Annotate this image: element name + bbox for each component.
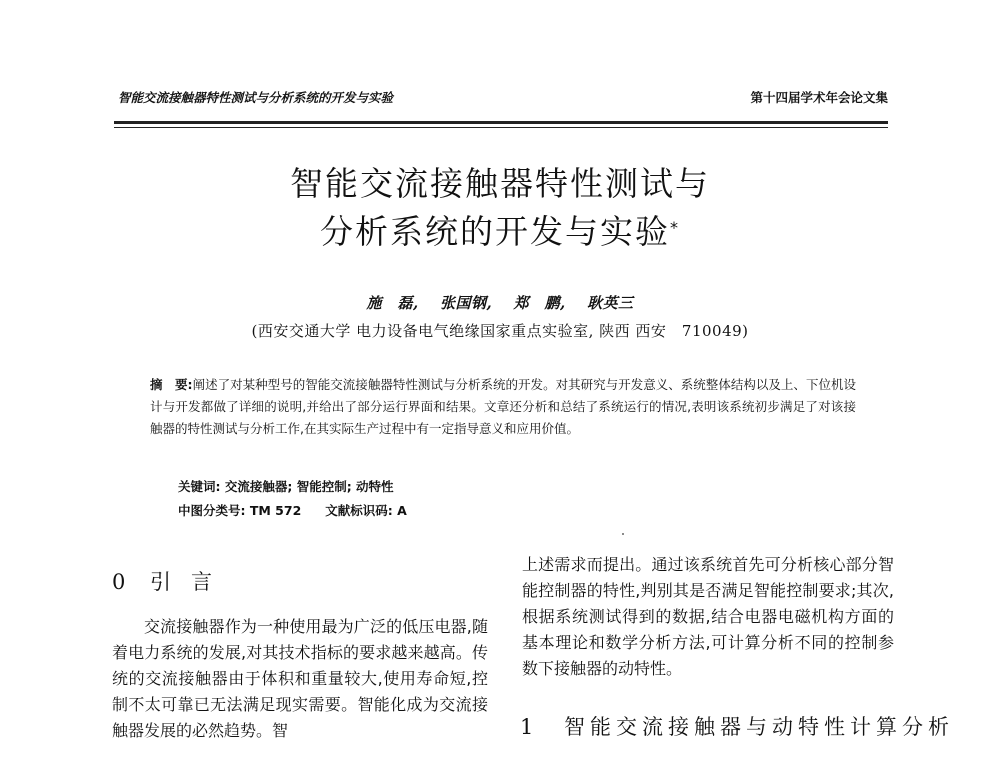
abstract-label: 摘 要: [150, 377, 193, 392]
section-0-title: 引言 [150, 570, 232, 594]
paper-title-line-2 [150, 208, 850, 256]
header-rule-thin [114, 127, 888, 128]
header-rule-thick [114, 121, 888, 124]
paper-title-line-1: 智能交流接触器特性测试与 [290, 164, 710, 203]
author-list [150, 292, 850, 313]
running-head-title: 智能交流接触器特性测试与分析系统的开发与实验 [118, 90, 394, 105]
classification-line [178, 501, 838, 519]
abstract-text: 阐述了对某种型号的智能交流接触器特性测试与分析系统的开发。对其研究与开发意义、系统整体结构以及上、下位机设计与开发都做了详细的说明,并给出了部分运行界面和结果。文章还分析和总结了系统运行的情况,表明该系统初步满足了对该接触器的特性测试与分析工作,在其实际生产过程中有一定指导意义和应用价值。 [150, 377, 856, 436]
author-3: 郑 鹏, [513, 294, 566, 312]
abstract [150, 374, 856, 440]
section-1-heading [520, 708, 954, 746]
running-head-proceedings: 第十四届学术年会论文集 [750, 90, 888, 105]
section-1-number: 1 [520, 715, 534, 739]
running-head [118, 88, 888, 106]
document-code: 文献标识码: A [325, 503, 407, 518]
paper-title [150, 160, 850, 256]
keywords: 关键词: 交流接触器; 智能控制; 动特性 [178, 479, 394, 494]
section-0-number: 0 [112, 570, 126, 594]
paper-title-line-2-text: 分析系统的开发与实验 [320, 212, 670, 251]
left-column-paragraph: 交流接触器作为一种使用最为广泛的低压电器,随着电力系统的发展,对其技术指标的要求越来越高。传统的交流接触器由于体积和重量较大,使用寿命短,控制不太可靠已无法满足现实需要。智能化成为交流接触器发展的必然趋势。智 [112, 617, 488, 740]
author-1: 施 磊, [366, 294, 419, 312]
section-1-title: 智能交流接触器与动特性计算分析 [564, 715, 954, 739]
right-column-paragraph: 上述需求而提出。通过该系统首先可分析核心部分智能控制器的特性,判别其是否满足智能控制要求;其次,根据系统测试得到的数据,结合电器电磁机构方面的基本理论和数学分析方法,可计算分析不同的控制参数下接触器的动特性。 [522, 555, 894, 678]
section-0-heading [112, 566, 232, 596]
affiliation: (西安交通大学 电力设备电气绝缘国家重点实验室, 陕西 西安 710049) [251, 322, 749, 340]
author-2: 张国钢, [440, 294, 493, 312]
footnote-mark: * [670, 218, 680, 237]
clc-number: 中图分类号: TM 572 [178, 503, 302, 518]
author-4: 耿英三 [586, 294, 634, 312]
scan-speck [622, 533, 624, 535]
